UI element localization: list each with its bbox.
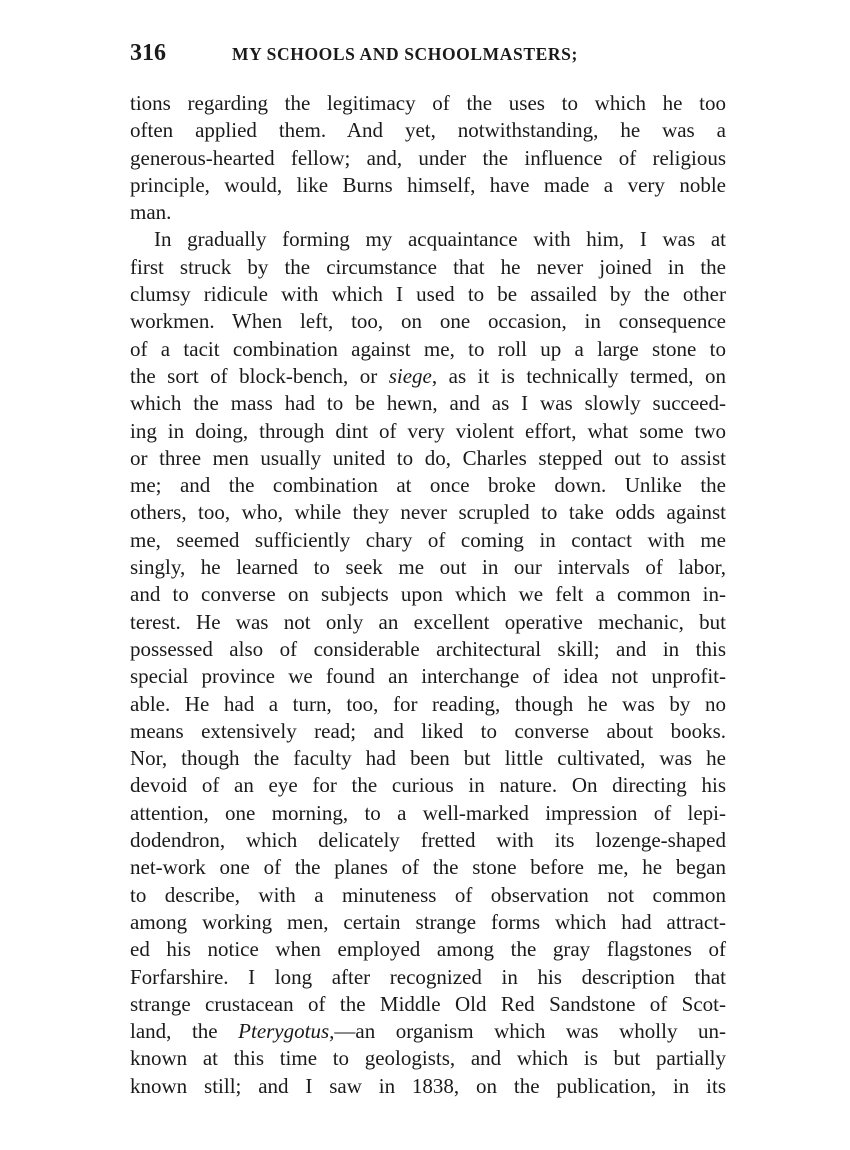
text-line: first struck by the circumstance that he never joined in the xyxy=(130,254,726,279)
text-line: devoid of an eye for the curious in nature. On directing his xyxy=(130,773,726,798)
paragraph-first-line: In gradually forming my acquaintance with him, I was at xyxy=(154,227,726,252)
text-line: strange crustacean of the Middle Old Red Sandstone of Scot- xyxy=(130,991,726,1016)
text-line: man. xyxy=(130,200,172,225)
italic-term: Pterygotus, xyxy=(238,1019,335,1044)
text-line: to describe, with a minuteness of observation not common xyxy=(130,882,726,907)
text-line: clumsy ridicule with which I used to be assailed by the other xyxy=(130,282,726,307)
italic-term: siege xyxy=(388,363,432,388)
text-line: among working men, certain strange forms which had attract- xyxy=(130,909,726,934)
text-line: often applied them. And yet, notwithstanding, he was a xyxy=(130,118,726,143)
text-line: others, too, who, while they never scrupled to take odds against xyxy=(130,500,726,525)
text-line: and to converse on subjects upon which we felt a common in- xyxy=(130,582,726,607)
text-fragment: , as it is technically termed, on xyxy=(431,363,726,388)
text-line: means extensively read; and liked to converse about books. xyxy=(130,718,726,743)
text-fragment: land, the xyxy=(130,1019,239,1044)
text-line xyxy=(130,1018,726,1045)
text-line: Forfarshire. I long after recognized in his description that xyxy=(130,964,726,989)
text-fragment: —an organism which was wholly un- xyxy=(334,1019,726,1044)
text-line: principle, would, like Burns himself, have made a very noble xyxy=(130,172,726,197)
text-line: able. He had a turn, too, for reading, though he was by no xyxy=(130,691,726,716)
text-line: me, seemed sufficiently chary of coming in contact with me xyxy=(130,527,726,552)
text-line: tions regarding the legitimacy of the uses to which he too xyxy=(130,91,726,115)
text-line: generous-hearted fellow; and, under the influence of religious xyxy=(130,145,726,170)
text-line: ed his notice when employed among the gray flagstones of xyxy=(130,937,726,962)
text-line xyxy=(130,363,726,390)
text-line: ing in doing, through dint of very violent effort, what some two xyxy=(130,418,726,443)
text-line: me; and the combination at once broke down. Unlike the xyxy=(130,473,726,498)
text-line: singly, he learned to seek me out in our intervals of labor, xyxy=(130,555,726,580)
text-line: which the mass had to be hewn, and as I was slowly succeed- xyxy=(130,391,726,416)
text-line: or three men usually united to do, Charles stepped out to assist xyxy=(130,445,726,470)
text-line: attention, one morning, to a well-marked impression of lepi- xyxy=(130,800,726,825)
text-line: dodendron, which delicately fretted with its lozenge-shaped xyxy=(130,828,726,853)
text-line: of a tacit combination against me, to roll up a large stone to xyxy=(130,336,726,361)
body-text xyxy=(130,90,726,1100)
text-line: known at this time to geologists, and which is but partially xyxy=(130,1046,726,1071)
text-line: known still; and I saw in 1838, on the publication, in its xyxy=(130,1073,726,1098)
running-title: MY SCHOOLS AND SCHOOLMASTERS; xyxy=(232,44,578,64)
text-fragment: the sort of block-bench, or xyxy=(130,363,389,388)
text-line: terest. He was not only an excellent operative mechanic, but xyxy=(130,609,726,634)
text-line: possessed also of considerable architectural skill; and in this xyxy=(130,636,726,661)
page-header xyxy=(130,38,726,68)
page-number: 316 xyxy=(130,40,166,66)
text-line: net-work one of the planes of the stone before me, he began xyxy=(130,855,726,880)
text-line: workmen. When left, too, on one occasion, in consequence xyxy=(130,309,726,334)
text-line: Nor, though the faculty had been but little cultivated, was he xyxy=(130,746,726,771)
text-line: special province we found an interchange of idea not unprofit- xyxy=(130,664,726,689)
